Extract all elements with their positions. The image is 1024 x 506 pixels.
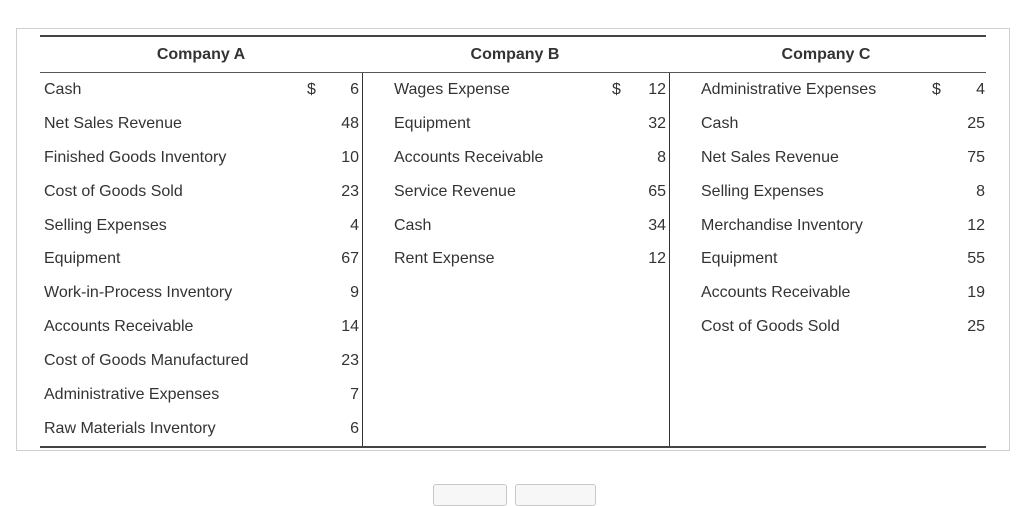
company-a-header: Company A (156, 45, 246, 63)
account-label: Finished Goods Inventory (44, 148, 227, 166)
table-row (363, 310, 669, 344)
currency-symbol: $ (932, 80, 941, 98)
table-row (670, 209, 986, 243)
company-b-header: Company B (470, 45, 560, 63)
action-button-right[interactable] (515, 484, 596, 506)
table-row (40, 209, 362, 243)
table-row (40, 276, 362, 310)
table-row (670, 344, 986, 378)
account-amount: 12 (967, 216, 985, 234)
table-row (363, 276, 669, 310)
account-amount: 25 (967, 114, 985, 132)
table-row (670, 107, 986, 141)
account-amount: 32 (648, 114, 666, 132)
account-label: Accounts Receivable (44, 318, 194, 336)
account-label: Administrative Expenses (44, 385, 220, 403)
table-row (40, 73, 362, 107)
table-row (363, 209, 669, 243)
company-a-column (40, 73, 363, 446)
company-accounts-table (40, 35, 986, 448)
account-label: Rent Expense (394, 250, 495, 268)
account-label: Merchandise Inventory (701, 216, 863, 234)
account-label: Equipment (394, 114, 471, 132)
account-amount: 6 (350, 419, 359, 437)
table-row (670, 276, 986, 310)
table-row (670, 310, 986, 344)
company-c-header: Company C (781, 45, 871, 63)
account-amount: 65 (648, 182, 666, 200)
table-row (363, 107, 669, 141)
account-label: Selling Expenses (44, 216, 167, 234)
table-row (40, 378, 362, 412)
account-label: Selling Expenses (701, 182, 824, 200)
company-b-column (363, 73, 670, 446)
table-row (363, 141, 669, 175)
table-row (670, 175, 986, 209)
account-label: Cost of Goods Sold (44, 182, 183, 200)
account-amount: 9 (350, 284, 359, 302)
account-amount: 8 (976, 182, 985, 200)
account-amount: 55 (967, 250, 985, 268)
table-row (670, 73, 986, 107)
account-label: Cost of Goods Sold (701, 318, 840, 336)
table-row (363, 378, 669, 412)
account-amount: 4 (350, 216, 359, 234)
account-label: Wages Expense (394, 80, 510, 98)
table-row (40, 412, 362, 446)
currency-symbol: $ (612, 80, 621, 98)
account-amount: 75 (967, 148, 985, 166)
currency-symbol: $ (307, 80, 316, 98)
account-amount: 23 (341, 352, 359, 370)
account-amount: 67 (341, 250, 359, 268)
table-header-row (40, 37, 986, 73)
table-row (363, 175, 669, 209)
table-row (670, 242, 986, 276)
account-label: Cash (44, 80, 82, 98)
table-row (363, 73, 669, 107)
account-label: Cash (701, 114, 739, 132)
account-label: Service Revenue (394, 182, 516, 200)
account-label: Administrative Expenses (701, 80, 877, 98)
table-row (363, 344, 669, 378)
table-row (40, 344, 362, 378)
account-amount: 34 (648, 216, 666, 234)
account-label: Equipment (701, 250, 778, 268)
table-row (363, 242, 669, 276)
table-row (40, 310, 362, 344)
account-amount: 12 (648, 80, 666, 98)
account-amount: 10 (341, 148, 359, 166)
table-row (670, 412, 986, 446)
account-amount: 14 (341, 318, 359, 336)
table-row (40, 175, 362, 209)
account-amount: 23 (341, 182, 359, 200)
account-amount: 4 (976, 80, 985, 98)
table-row (670, 378, 986, 412)
account-label: Net Sales Revenue (44, 114, 182, 132)
table-row (363, 412, 669, 446)
account-amount: 19 (967, 284, 985, 302)
account-label: Cash (394, 216, 432, 234)
account-label: Work-in-Process Inventory (44, 284, 233, 302)
account-amount: 8 (657, 148, 666, 166)
account-amount: 48 (341, 114, 359, 132)
table-body (40, 73, 986, 448)
table-row (670, 141, 986, 175)
account-label: Net Sales Revenue (701, 148, 839, 166)
account-amount: 12 (648, 250, 666, 268)
account-label: Cost of Goods Manufactured (44, 352, 249, 370)
account-label: Accounts Receivable (701, 284, 851, 302)
account-amount: 6 (350, 80, 359, 98)
action-button-left[interactable] (433, 484, 507, 506)
account-label: Accounts Receivable (394, 148, 544, 166)
table-row (40, 242, 362, 276)
account-amount: 25 (967, 318, 985, 336)
table-row (40, 141, 362, 175)
company-c-column (670, 73, 986, 446)
account-amount: 7 (350, 385, 359, 403)
account-label: Equipment (44, 250, 121, 268)
account-label: Raw Materials Inventory (44, 419, 216, 437)
table-row (40, 107, 362, 141)
